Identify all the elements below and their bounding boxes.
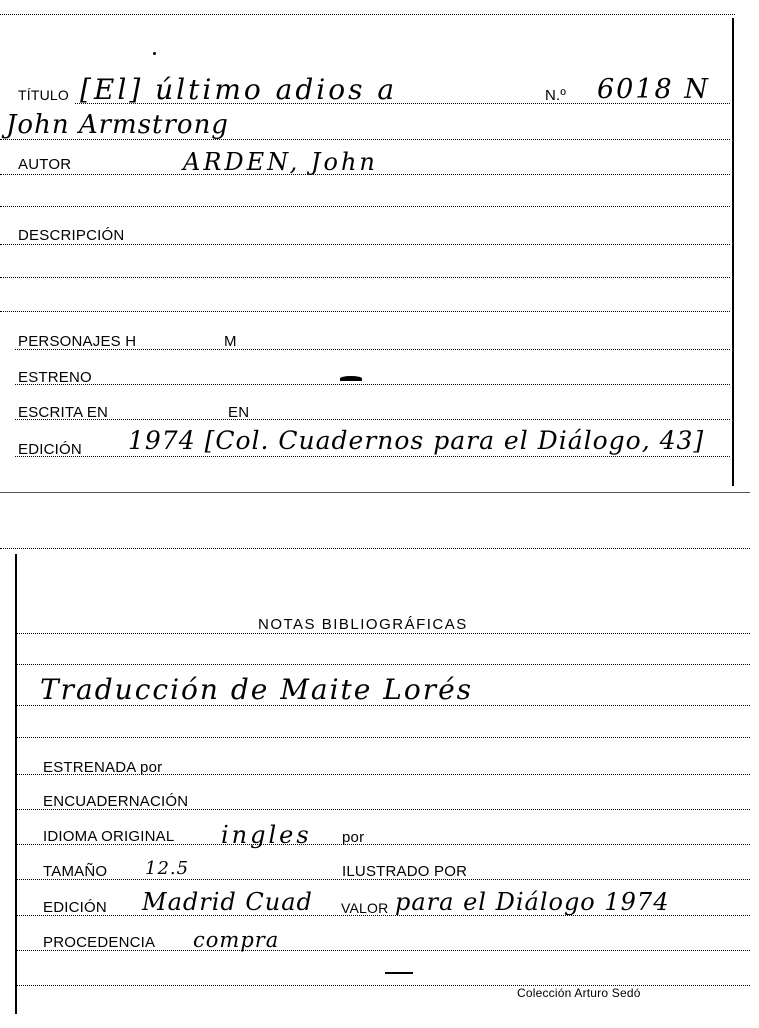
edicion-value: 1974 [Col. Cuadernos para el Diálogo, 43]: [128, 426, 705, 455]
titulo-label: TÍTULO: [18, 87, 69, 103]
personajes-line: [15, 349, 730, 350]
blank-line-1: [15, 664, 750, 665]
autor-value: ARDEN, John: [183, 148, 378, 176]
card-bottom-edge: [0, 492, 750, 493]
procedencia-label: PROCEDENCIA: [43, 934, 156, 951]
procedencia-line: [15, 950, 750, 951]
escrita-line: [15, 419, 730, 420]
edicion-overlap-label: VALOR: [341, 900, 389, 916]
edicion-line: [15, 915, 750, 916]
idioma-label: IDIOMA ORIGINAL: [43, 828, 175, 845]
tamano-label: TAMAÑO: [43, 863, 108, 880]
note-translation: Traducción de Maite Lorés: [40, 673, 474, 706]
edicion-value-cont: para el Diálogo 1974: [395, 888, 670, 916]
card-top-edge: [0, 548, 750, 549]
edicion-label: EDICIÓN: [43, 899, 107, 916]
edicion-line: [15, 456, 730, 457]
note-line: [15, 705, 750, 706]
estreno-line: [15, 384, 730, 385]
personajes-m-label: M: [224, 333, 237, 350]
descripcion-line-2: [0, 277, 730, 278]
numero-label: N.º: [545, 87, 567, 104]
titulo-line-2: [0, 139, 730, 140]
estreno-label: ESTRENO: [18, 369, 92, 386]
card-right-edge: [732, 18, 734, 486]
ilustrado-label: ILUSTRADO POR: [342, 863, 468, 880]
catalog-card-back: [0, 540, 759, 1028]
collection-footer: Colección Arturo Sedó: [517, 986, 641, 1000]
autor-line: [0, 174, 730, 175]
idioma-por-label: por: [342, 829, 365, 846]
descripcion-label: DESCRIPCIÓN: [18, 227, 125, 244]
card-left-edge: [15, 554, 17, 1014]
escrita-en-label: ESCRITA EN: [18, 404, 109, 421]
edicion-label: EDICIÓN: [18, 441, 82, 458]
ink-mark: [385, 972, 413, 974]
personajes-label: PERSONAJES H: [18, 333, 137, 350]
titulo-value-cont: John Armstrong: [6, 110, 229, 140]
titulo-value: [El] último adios a: [80, 73, 398, 106]
ink-mark: [340, 376, 362, 381]
card-top-edge: [0, 14, 735, 15]
procedencia-value: compra: [193, 928, 280, 952]
edicion-value: Madrid Cuad: [142, 888, 313, 916]
notas-heading: NOTAS BIBLIOGRÁFICAS: [258, 616, 468, 633]
numero-value: 6018 N: [597, 74, 710, 105]
tamano-value: 12.5: [145, 858, 190, 879]
idioma-line: [15, 844, 750, 845]
autor-label: AUTOR: [18, 156, 72, 173]
estrenada-label: ESTRENADA por: [43, 759, 163, 776]
idioma-value: ingles: [221, 821, 312, 849]
titulo-line: [75, 103, 730, 104]
blank-line-2: [15, 737, 750, 738]
descripcion-line-3: [0, 311, 730, 312]
blank-line-1: [0, 206, 730, 207]
descripcion-line: [0, 244, 730, 245]
tamano-line: [15, 879, 750, 880]
ink-speck: [153, 52, 156, 55]
encuadernacion-label: ENCUADERNACIÓN: [43, 793, 189, 810]
heading-line: [15, 633, 750, 634]
catalog-card-front: [0, 0, 759, 495]
en-label: EN: [228, 404, 250, 421]
estrenada-line: [15, 774, 750, 775]
encuadernacion-line: [15, 809, 750, 810]
